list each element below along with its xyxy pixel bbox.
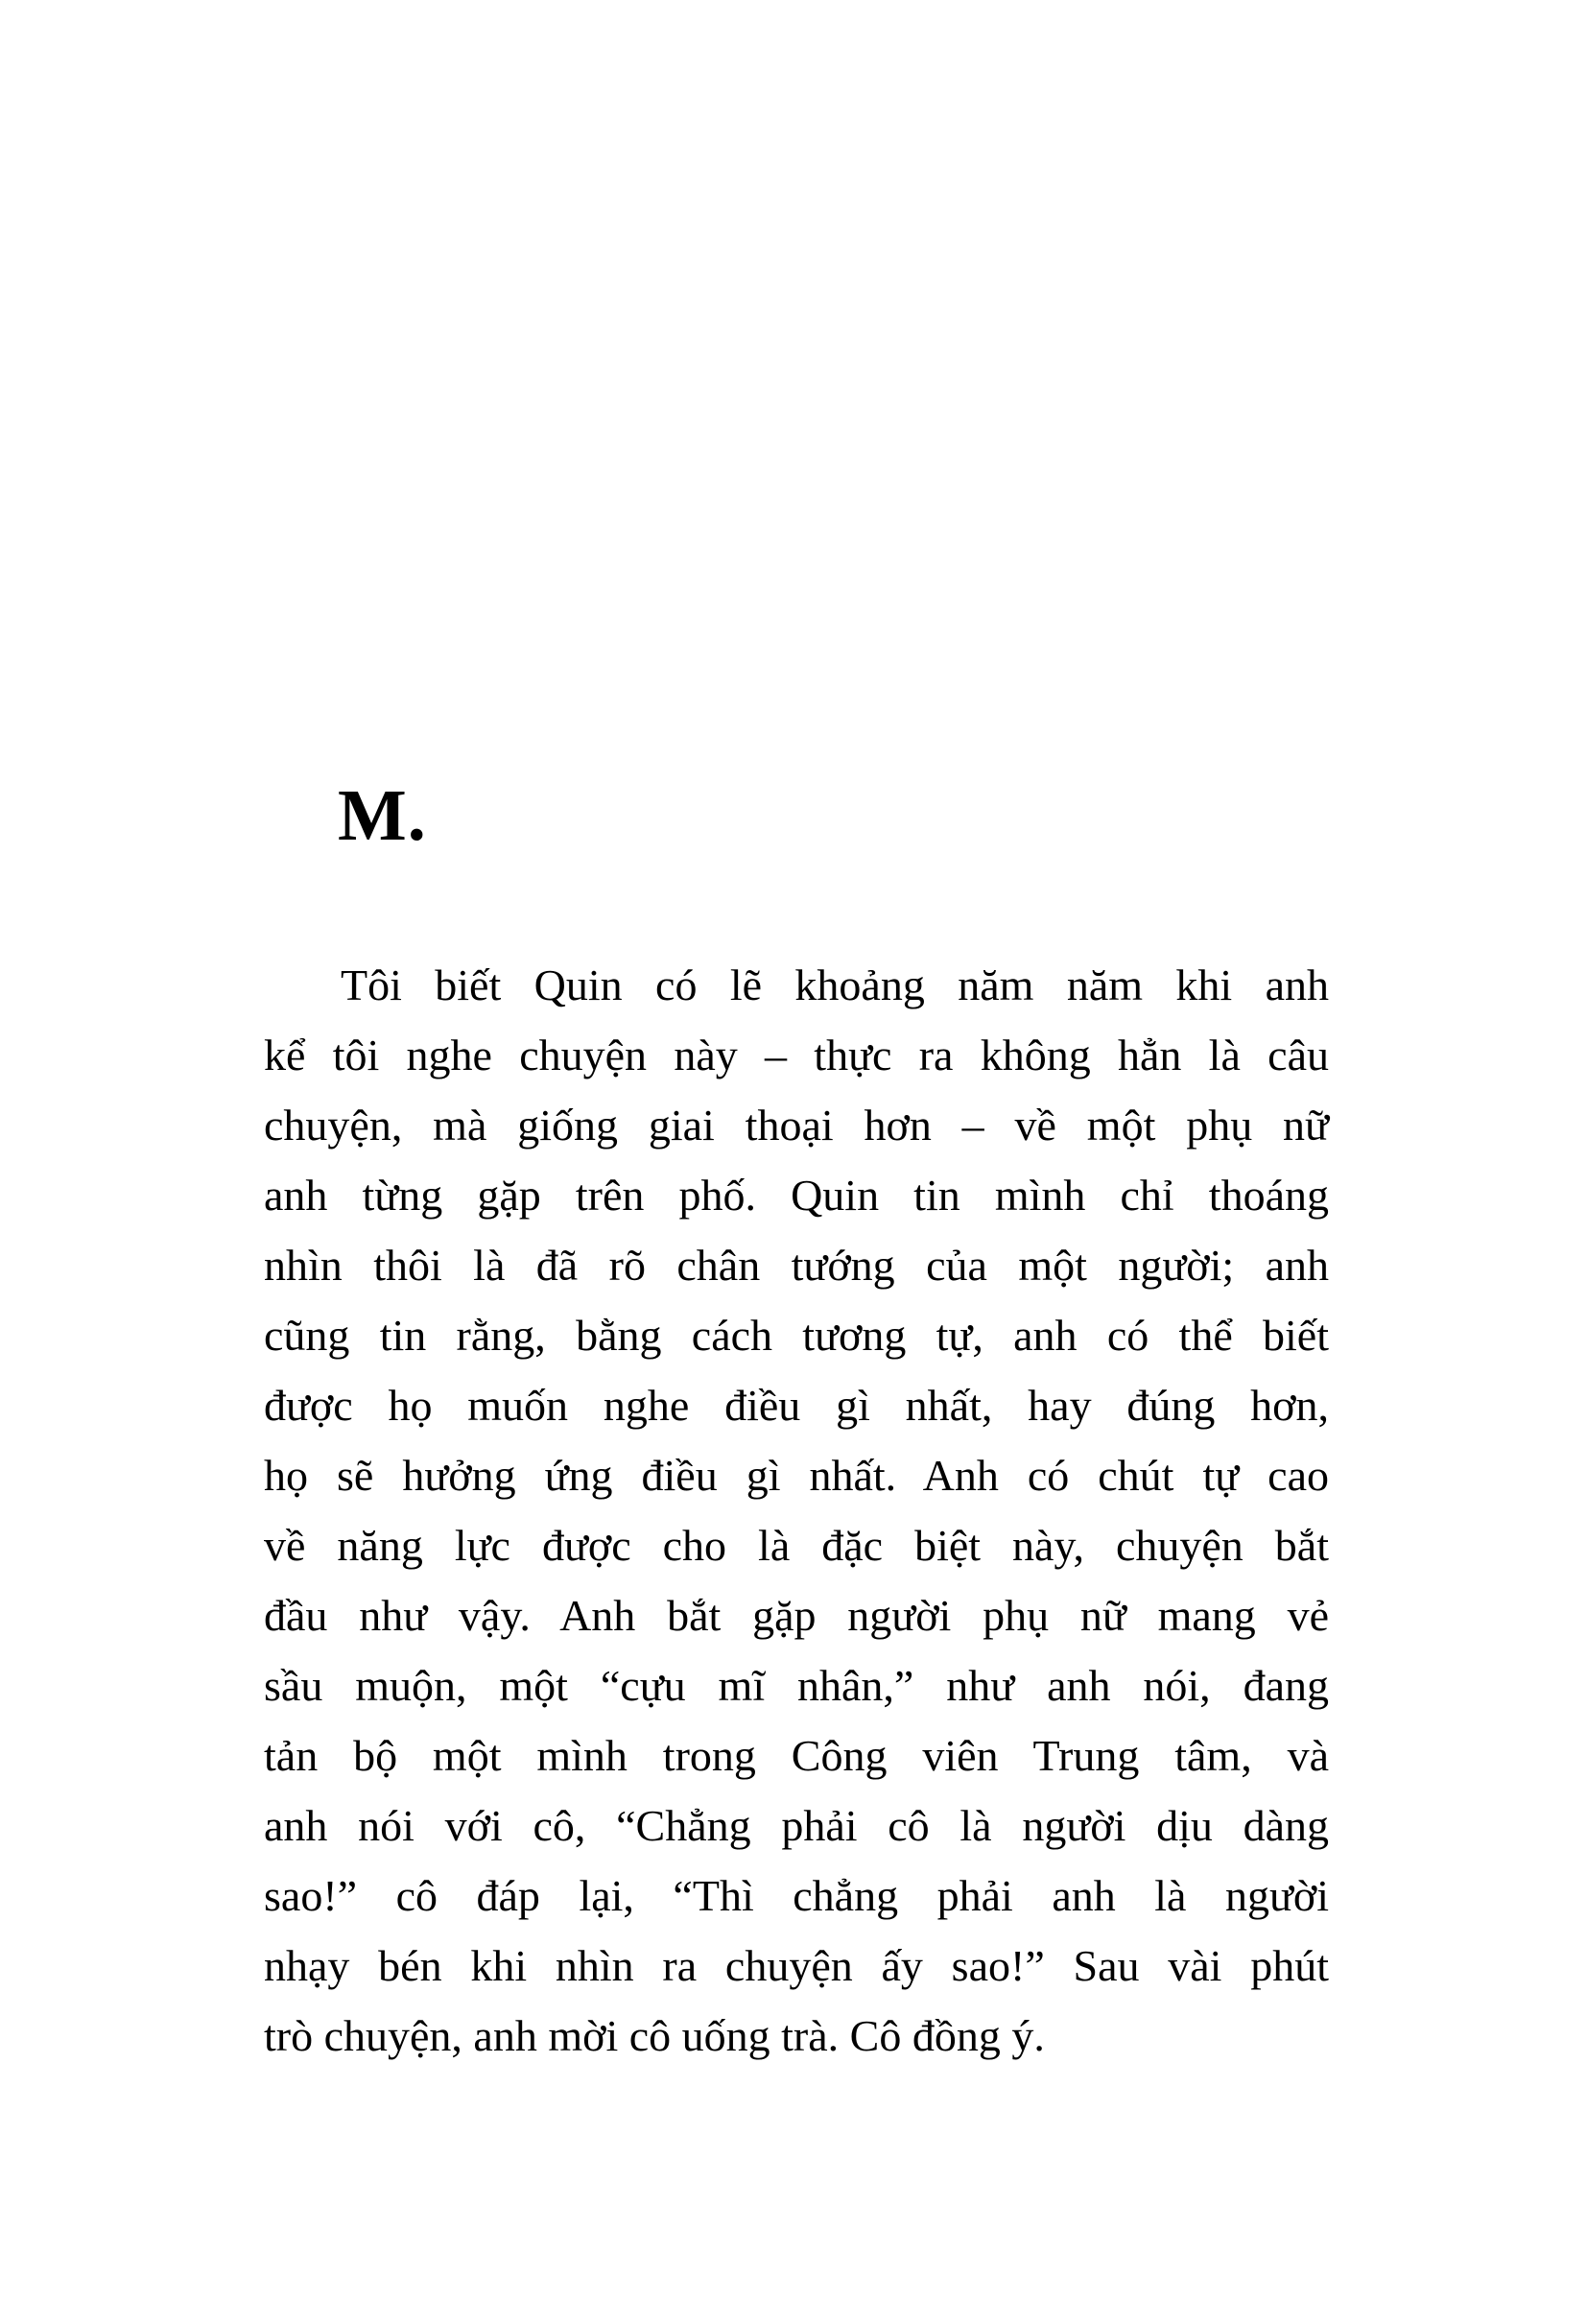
- paragraph-line: kể tôi nghe chuyện này – thực ra không hẳn là câu: [264, 1031, 1329, 1079]
- paragraph-line: nhạy bén khi nhìn ra chuyện ấy sao!” Sau vài phút: [264, 1941, 1329, 1990]
- paragraph-line: sao!” cô đáp lại, “Thì chẳng phải anh là người: [264, 1871, 1329, 1920]
- body-text: [264, 950, 1329, 2071]
- paragraph-line: nhìn thôi là đã rõ chân tướng của một người; anh: [264, 1241, 1329, 1290]
- paragraph-line: tản bộ một mình trong Công viên Trung tâm, và: [264, 1731, 1329, 1780]
- paragraph-line: trò chuyện, anh mời cô uống trà. Cô đồng ý.: [264, 2011, 1045, 2060]
- paragraph-line: về năng lực được cho là đặc biệt này, chuyện bắt: [264, 1521, 1329, 1570]
- paragraph-line: được họ muốn nghe điều gì nhất, hay đúng hơn,: [264, 1381, 1329, 1430]
- paragraph-line: họ sẽ hưởng ứng điều gì nhất. Anh có chút tự cao: [264, 1451, 1329, 1500]
- paragraph-line: sầu muộn, một “cựu mĩ nhân,” như anh nói, đang: [264, 1661, 1329, 1710]
- paragraph-line: chuyện, mà giống giai thoại hơn – về một phụ nữ: [264, 1101, 1329, 1150]
- paragraph-line: đầu như vậy. Anh bắt gặp người phụ nữ mang vẻ: [264, 1591, 1329, 1640]
- paragraph-line: anh từng gặp trên phố. Quin tin mình chỉ thoáng: [264, 1171, 1329, 1220]
- paragraph-line: anh nói với cô, “Chẳng phải cô là người dịu dàng: [264, 1801, 1329, 1850]
- paragraph-line: Tôi biết Quin có lẽ khoảng năm năm khi anh: [341, 960, 1329, 1009]
- chapter-heading: M.: [338, 775, 427, 856]
- paragraph-line: cũng tin rằng, bằng cách tương tự, anh có thể biết: [264, 1311, 1329, 1360]
